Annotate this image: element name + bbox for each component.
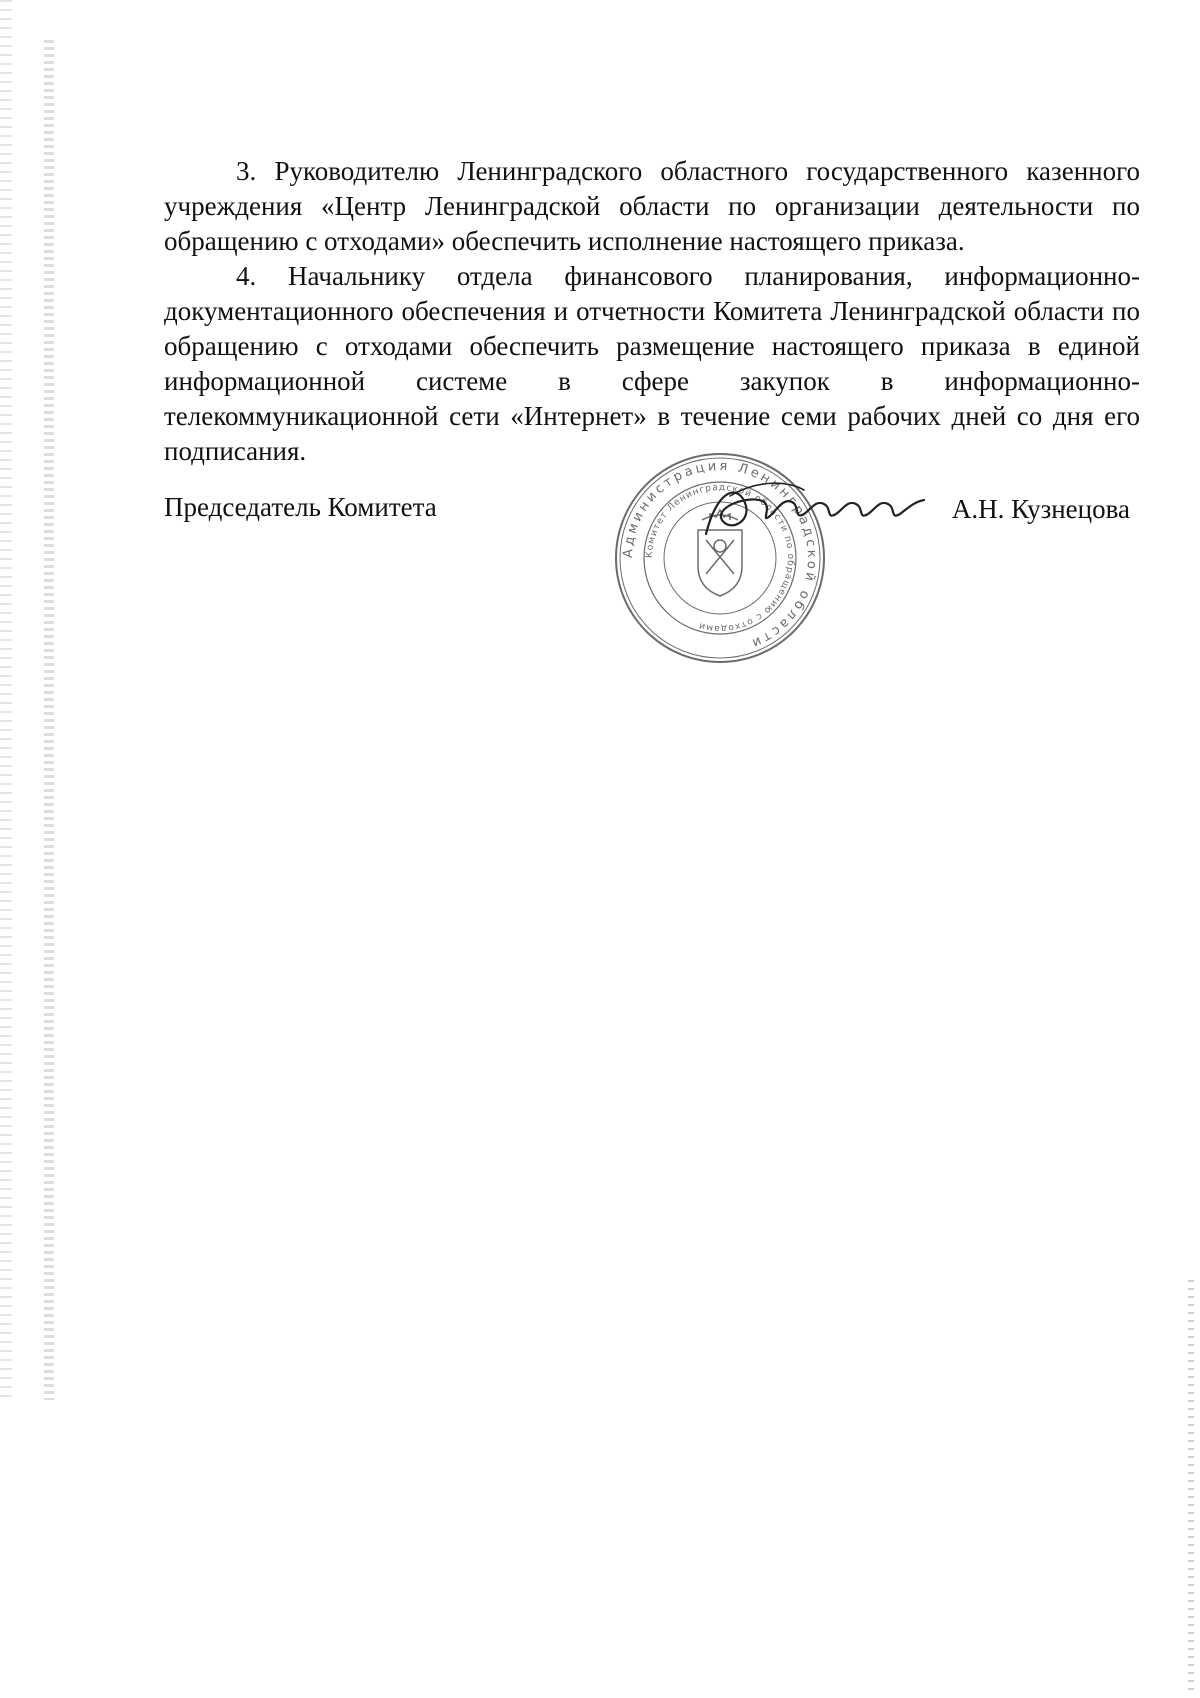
scan-edge-artifact — [1188, 1280, 1194, 1690]
scan-edge-artifact — [44, 40, 54, 1400]
paragraph-4: 4. Начальнику отдела финансового планирования, информационно-документационного обеспечения и отчетности Комитета Ленинградской области по обращению с отходами обеспечить размещение настоящего приказа в единой информационной системе в сфере закупок в информационно-телекоммуникационной сети «Интернет» в течение семи рабочих дней со дня его подписания. — [164, 261, 1140, 466]
scan-edge-artifact — [0, 0, 12, 1400]
paragraph-3: 3. Руководителю Ленинградского областного государственного казенного учреждения «Центр Ленинградской области по организации деятельности по обращению с отходами» обеспечить исполнение настоящего приказа. — [164, 156, 1140, 256]
stamp-inner-text: Комитет Ленинградской области по обращению с отходами — [644, 482, 796, 634]
signatory-title: Председатель Комитета — [164, 492, 437, 522]
signatory-name: А.Н. Кузнецова — [951, 494, 1130, 524]
document-body — [164, 154, 1140, 469]
stamp-outer-text: Администрация Ленинградской области — [620, 458, 820, 652]
signature-block — [164, 492, 1140, 532]
